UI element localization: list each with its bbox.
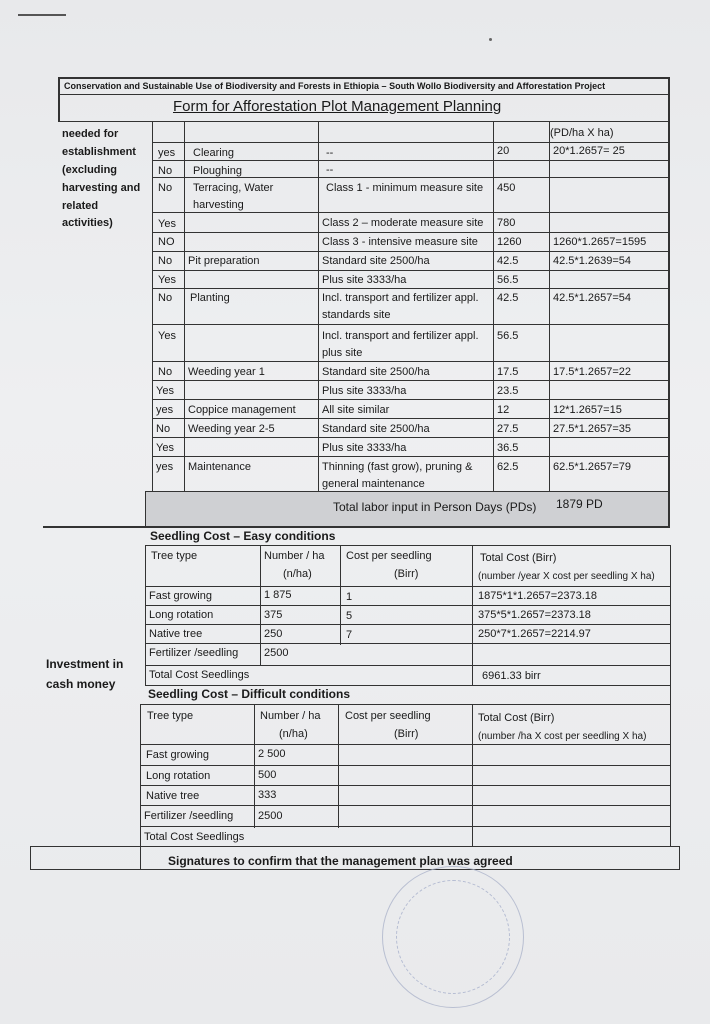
cell-pd: 1260	[497, 236, 522, 248]
col-tree-type: Tree type	[151, 550, 198, 562]
cell-site: Thinning (fast grow), pruning &	[322, 461, 473, 473]
cell-site: Incl. transport and fertilizer appl.	[322, 330, 479, 342]
col-cost-unit: (Birr)	[394, 728, 419, 740]
col-cost-unit: (Birr)	[394, 568, 419, 580]
cell-site: Incl. transport and fertilizer appl.	[322, 292, 479, 304]
grid-line	[145, 491, 146, 527]
difficult-row-type: Long rotation	[146, 770, 211, 782]
grid-line	[152, 437, 668, 438]
col-total: Total Cost (Birr)	[480, 552, 557, 564]
easy-row-type: Native tree	[149, 628, 203, 640]
cell-yes-no: No	[158, 255, 173, 267]
cell-site: Plus site 3333/ha	[322, 385, 407, 397]
cell-site: Plus site 3333/ha	[322, 274, 407, 286]
cell-yes-no: No	[158, 366, 173, 378]
section-label-line1: needed for	[62, 128, 119, 140]
grid-line	[145, 545, 146, 685]
cell-yes-no: No	[158, 182, 173, 194]
easy-row-type: Fertilizer /seedling	[149, 647, 239, 659]
grid-line	[30, 846, 680, 847]
cell-yes-no: NO	[158, 236, 175, 248]
cell-activity: Planting	[190, 292, 230, 304]
grid-line	[670, 685, 671, 847]
cell-calc: 62.5*1.2657=79	[553, 461, 631, 473]
grid-line	[145, 665, 670, 666]
cell-activity: Weeding year 2-5	[188, 423, 275, 435]
cell-activity-cont: harvesting	[193, 199, 244, 211]
grid-line	[670, 545, 671, 685]
easy-row-total: 250*7*1.2657=2214.97	[478, 628, 591, 640]
easy-row-cost: 7	[346, 629, 353, 641]
grid-line	[145, 685, 670, 686]
form-title: Form for Afforestation Plot Management Planning	[173, 98, 502, 115]
easy-total-value: 6961.33 birr	[482, 670, 541, 682]
cell-activity: Weeding year 1	[188, 366, 265, 378]
grid-line	[152, 288, 668, 289]
cell-activity: Pit preparation	[188, 255, 260, 267]
difficult-total-label: Total Cost Seedlings	[144, 831, 245, 843]
cell-yes-no: yes	[158, 147, 176, 159]
cell-pd: 56.5	[497, 330, 519, 342]
col-number-unit: (n/ha)	[283, 568, 312, 580]
grid-line	[472, 704, 473, 846]
cell-pd: 12	[497, 404, 510, 416]
grid-line	[152, 456, 668, 457]
cell-site: Plus site 3333/ha	[322, 442, 407, 454]
grid-line	[140, 785, 670, 786]
grid-line	[152, 380, 668, 381]
grid-line	[145, 586, 670, 587]
grid-line	[145, 624, 670, 625]
grid-line	[152, 232, 668, 233]
cell-calc: 27.5*1.2657=35	[553, 423, 631, 435]
grid-line	[140, 765, 670, 766]
grid-line	[140, 704, 670, 705]
investment-label-line2: cash money	[46, 677, 116, 691]
grid-line	[140, 826, 670, 827]
grid-line	[145, 605, 670, 606]
cell-yes-no: yes	[156, 461, 174, 473]
col-number: Number / ha	[264, 550, 325, 562]
col-number: Number / ha	[260, 710, 321, 722]
section-label-line5: related	[62, 200, 99, 212]
grid-line	[140, 744, 670, 745]
cell-yes-no: Yes	[158, 218, 176, 230]
difficult-row-type: Fertilizer /seedling	[144, 810, 234, 822]
cell-yes-no: No	[158, 292, 173, 304]
cell-site-cont: general maintenance	[322, 478, 425, 490]
easy-row-type: Long rotation	[149, 609, 214, 621]
easy-total-label: Total Cost Seedlings	[149, 669, 250, 681]
total-labor-value: 1879 PD	[556, 497, 603, 511]
grid-line	[152, 399, 668, 400]
official-stamp-inner-ring	[396, 880, 510, 994]
cell-calc: 1260*1.2657=1595	[553, 236, 647, 248]
col-total-formula: (number /ha X cost per seedling X ha)	[478, 731, 647, 742]
section-label-line4: harvesting and	[62, 182, 141, 194]
section-label-line6: activities)	[62, 217, 113, 229]
section-label-line2: establishment	[62, 146, 136, 158]
cell-activity: Clearing	[193, 147, 234, 159]
easy-row-number: 375	[264, 609, 283, 621]
grid-line	[152, 270, 668, 271]
cell-yes-no: No	[158, 165, 173, 177]
cell-pd: 780	[497, 217, 516, 229]
ink-dot	[489, 38, 492, 41]
grid-line	[152, 160, 668, 161]
cell-pd: 17.5	[497, 366, 519, 378]
grid-line	[679, 846, 680, 870]
col-total-formula: (number /year X cost per seedling X ha)	[478, 571, 655, 582]
difficult-title: Seedling Cost – Difficult conditions	[148, 687, 351, 701]
difficult-row-number: 333	[258, 789, 277, 801]
col-cost: Cost per seedling	[345, 710, 431, 722]
cell-site: All site similar	[322, 404, 390, 416]
cell-yes-no: Yes	[156, 442, 174, 454]
signatures-label: Signatures to confirm that the management plan was agreed	[168, 854, 513, 868]
easy-row-number: 250	[264, 628, 283, 640]
cell-site-cont: plus site	[322, 347, 363, 359]
cell-yes-no: Yes	[158, 330, 176, 342]
difficult-row-number: 2 500	[258, 748, 286, 760]
cell-site: Standard site 2500/ha	[322, 366, 430, 378]
cell-site: Class 3 - intensive measure site	[322, 236, 478, 248]
grid-line	[152, 142, 668, 143]
cell-site: --	[326, 164, 334, 176]
cell-site-cont: standards site	[322, 309, 391, 321]
cell-calc: 42.5*1.2657=54	[553, 292, 631, 304]
cell-activity: Ploughing	[193, 165, 242, 177]
cell-calc: 17.5*1.2657=22	[553, 366, 631, 378]
cell-site: Standard site 2500/ha	[322, 255, 430, 267]
col-tree-type: Tree type	[147, 710, 194, 722]
cell-pd: 62.5	[497, 461, 519, 473]
difficult-row-type: Fast growing	[146, 749, 209, 761]
grid-line	[145, 545, 670, 546]
cell-pd: 27.5	[497, 423, 519, 435]
col-total: Total Cost (Birr)	[478, 712, 555, 724]
grid-line	[152, 418, 668, 419]
title-divider	[58, 121, 670, 122]
easy-row-type: Fast growing	[149, 590, 212, 602]
section-label-line3: (excluding	[62, 164, 118, 176]
project-header: Conservation and Sustainable Use of Biodiversity and Forests in Ethiopia – South Wollo Biodiversity and Afforestation Project	[64, 81, 606, 91]
easy-row-number: 1 875	[264, 589, 292, 601]
cell-pd: 20	[497, 145, 510, 157]
cell-pd: 42.5	[497, 255, 519, 267]
easy-row-number: 2500	[264, 647, 289, 659]
pen-mark	[18, 14, 66, 16]
header-divider	[58, 94, 670, 95]
cell-activity: Coppice management	[188, 404, 296, 416]
cell-pd: 36.5	[497, 442, 519, 454]
grid-line	[30, 846, 31, 870]
easy-row-cost: 5	[346, 610, 353, 622]
cell-pd: 42.5	[497, 292, 519, 304]
grid-line	[30, 869, 680, 870]
cell-pd: 56.5	[497, 274, 519, 286]
section-divider	[43, 526, 670, 528]
cell-pd: 450	[497, 182, 516, 194]
cell-yes-no: Yes	[156, 385, 174, 397]
cell-site: Class 2 – moderate measure site	[322, 217, 484, 229]
col-cost: Cost per seedling	[346, 550, 432, 562]
easy-row-total: 375*5*1.2657=2373.18	[478, 609, 591, 621]
easy-row-cost: 1	[346, 591, 353, 603]
cell-calc: 20*1.2657= 25	[553, 145, 625, 157]
frame-top	[58, 77, 670, 79]
total-labor-label: Total labor input in Person Days (PDs)	[333, 500, 537, 514]
grid-line	[338, 704, 339, 828]
grid-line	[340, 545, 341, 645]
cell-activity: Terracing, Water	[193, 182, 274, 194]
difficult-row-number: 2500	[258, 810, 283, 822]
cell-pd: 23.5	[497, 385, 519, 397]
cell-calc: 42.5*1.2639=54	[553, 255, 631, 267]
grid-line	[152, 361, 668, 362]
frame-left-top	[58, 77, 60, 121]
grid-line	[152, 324, 668, 325]
difficult-row-type: Native tree	[146, 790, 200, 802]
easy-title: Seedling Cost – Easy conditions	[150, 529, 336, 543]
cell-yes-no: yes	[156, 404, 174, 416]
easy-row-total: 1875*1*1.2657=2373.18	[478, 590, 597, 602]
difficult-row-number: 500	[258, 769, 277, 781]
grid-line	[254, 704, 255, 828]
cell-activity: Maintenance	[188, 461, 251, 473]
cell-yes-no: Yes	[158, 274, 176, 286]
cell-site: Standard site 2500/ha	[322, 423, 430, 435]
cell-calc: 12*1.2657=15	[553, 404, 622, 416]
cell-site: Class 1 - minimum measure site	[326, 182, 484, 194]
grid-line	[140, 805, 670, 806]
investment-label-line1: Investment in	[46, 657, 124, 671]
cell-yes-no: No	[156, 423, 171, 435]
unit-header: (PD/ha X ha)	[550, 127, 614, 139]
grid-line	[145, 643, 670, 644]
frame-right-top	[668, 77, 670, 526]
grid-line	[152, 212, 668, 213]
grid-line	[472, 545, 473, 685]
grid-line	[152, 251, 668, 252]
col-number-unit: (n/ha)	[279, 728, 308, 740]
cell-site: --	[326, 147, 334, 159]
grid-line	[140, 704, 141, 869]
